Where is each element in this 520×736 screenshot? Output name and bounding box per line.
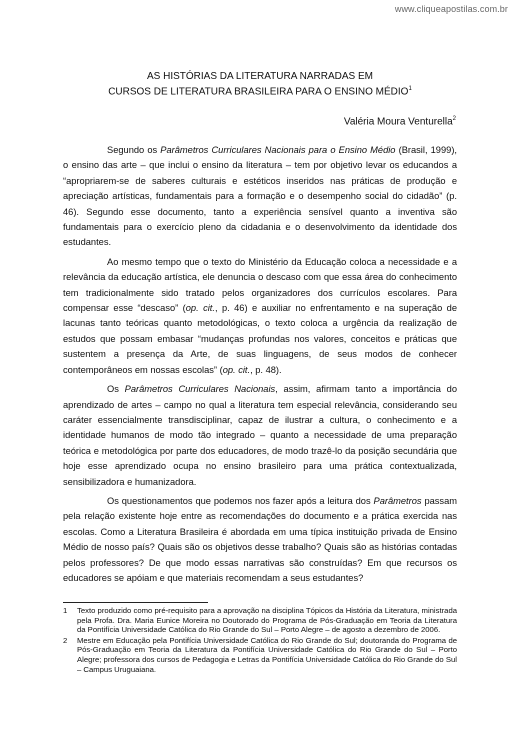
footnotes bbox=[63, 606, 457, 674]
footnote-1 bbox=[63, 606, 457, 635]
author-name: Valéria Moura Venturella bbox=[343, 116, 453, 128]
paragraph-4 bbox=[63, 494, 457, 586]
document-title bbox=[0, 70, 520, 98]
paragraph-2-text-1: Ao mesmo tempo que o texto do Ministério da Educação coloca a necessidade e a relevância da educação artística, ele denuncia o descaso com que essa área do conhecimento tem tradicionalmente sido tratado pelos organizadores dos currículos escolares. Para compensar esse “descaso” ( bbox=[63, 256, 457, 314]
author-footnote-ref[interactable]: 2 bbox=[452, 116, 456, 122]
body-text bbox=[63, 143, 457, 586]
paragraph-4-text-2: passam pela relação existente hoje entre as recomendações do documento e a prática exercida nas escolas. Como a Literatura Brasileira é abordada em uma típica instituição privada de Ensino Médio de nosso país? Quais são os objetivos desse trabalho? Quais são as histórias contadas pelos professores? De que modo essas narrativas são construídas? Em que recursos os educadores se apóiam e que materiais recomendam a seus estudantes? bbox=[63, 495, 457, 583]
paragraph-3-text-2: , assim, afirmam tanto a importância do aprendizado de artes – campo no qual a literatura tem especial relevância, considerando seu caráter essencialmente transdisciplinar, capaz de ilustrar a cultura, o conhecimento e a identidade humanos de modo tão integrado – quanto a necessidade de uma preparação teórica e metodológica por parte dos educadores, de modo trazê-lo da posição secundária que hoje esse aprendizado ocupa no ensino brasileiro para uma prática contextualizada, sensibilizadora e humanizadora. bbox=[63, 384, 458, 487]
watermark-url[interactable]: www.cliqueapostilas.com.br bbox=[394, 4, 508, 14]
paragraph-3-italic-1: Parâmetros Curriculares Nacionais bbox=[124, 384, 276, 395]
paragraph-2-italic-2: op. cit. bbox=[222, 364, 251, 375]
footnote-2-text: Mestre em Educação pela Pontifícia Universidade Católica do Rio Grande do Sul; doutoranda do Programa de Pós-Graduação em Teoria da Literatura da Pontifícia Universidade Católica do Rio Grande do Sul – Porto Alegre; professora dos cursos de Pedagogia e Letras da Pontifícia Universidade Católica do Rio Grande do Sul – Campus Uruguaiana. bbox=[77, 635, 457, 674]
footnote-1-text: Texto produzido como pré-requisito para a aprovação na disciplina Tópicos da História da Literatura, ministrada pela Profa. Dra. Maria Eunice Moreira no Doutorado do Programa de Pós-Graduação em Teoria da Literatura da Pontifícia Universidade Católica do Rio Grande do Sul – Porto Alegre – de agosto a dezembro de 2006. bbox=[77, 606, 457, 635]
paragraph-1-text-2: (Brasil, 1999), o ensino das arte – que inclui o ensino da literatura – tem por objetivo levar os educandos a “apropriarem-se de saberes culturais e estéticos inseridos nas práticas de produção e apreciação artísticas, fundamentais para a formação e o desempenho social do cidadão” (p. 46). Segundo esse documento, tanto a experiência sensível quanto a inventiva são fundamentais para o exercício pleno da cidadania e o desenvolvimento da identidade dos estudantes. bbox=[63, 145, 457, 248]
paragraph-1 bbox=[63, 143, 457, 251]
title-line-1: AS HISTÓRIAS DA LITERATURA NARRADAS EM bbox=[147, 71, 373, 82]
paragraph-1-text-1: Segundo os bbox=[107, 145, 161, 155]
paragraph-4-text-1: Os questionamentos que podemos nos fazer após a leitura dos bbox=[107, 495, 374, 506]
paragraph-2-text-2: , p. 46) e auxiliar no enfrentamento e na superação de lacunas tanto teóricas quanto metodológicas, o texto coloca a urgência da realização de estudos que possam embasar “mudanças profundas nos valores, conceitos e práticas que sustentem a presença da Arte, de suas linguagens, de seus modos de conhecer contemporâneos em nossas escolas” ( bbox=[63, 303, 457, 375]
footnote-2 bbox=[63, 636, 457, 674]
title-line-2 bbox=[0, 83, 520, 98]
paragraph-2-italic-1: op. cit. bbox=[185, 303, 215, 314]
footnote-1-number: 1 bbox=[63, 606, 68, 615]
author-line bbox=[344, 116, 456, 127]
footnote-separator bbox=[63, 602, 208, 603]
paragraph-2 bbox=[63, 255, 457, 378]
footnote-2-number: 2 bbox=[63, 635, 68, 645]
title-footnote-ref[interactable]: 1 bbox=[408, 86, 412, 92]
paragraph-3 bbox=[63, 382, 457, 490]
paragraph-4-italic-1: Parâmetros bbox=[373, 495, 422, 506]
title-line-2-text: CURSOS DE LITERATURA BRASILEIRA PARA O ENSINO MÉDIO bbox=[108, 86, 409, 98]
paragraph-3-text-1: Os bbox=[107, 384, 125, 395]
paragraph-2-text-3: , p. 48). bbox=[250, 364, 282, 375]
paragraph-1-italic-1: Parâmetros Curriculares Nacionais para o Ensino Médio bbox=[160, 145, 396, 155]
